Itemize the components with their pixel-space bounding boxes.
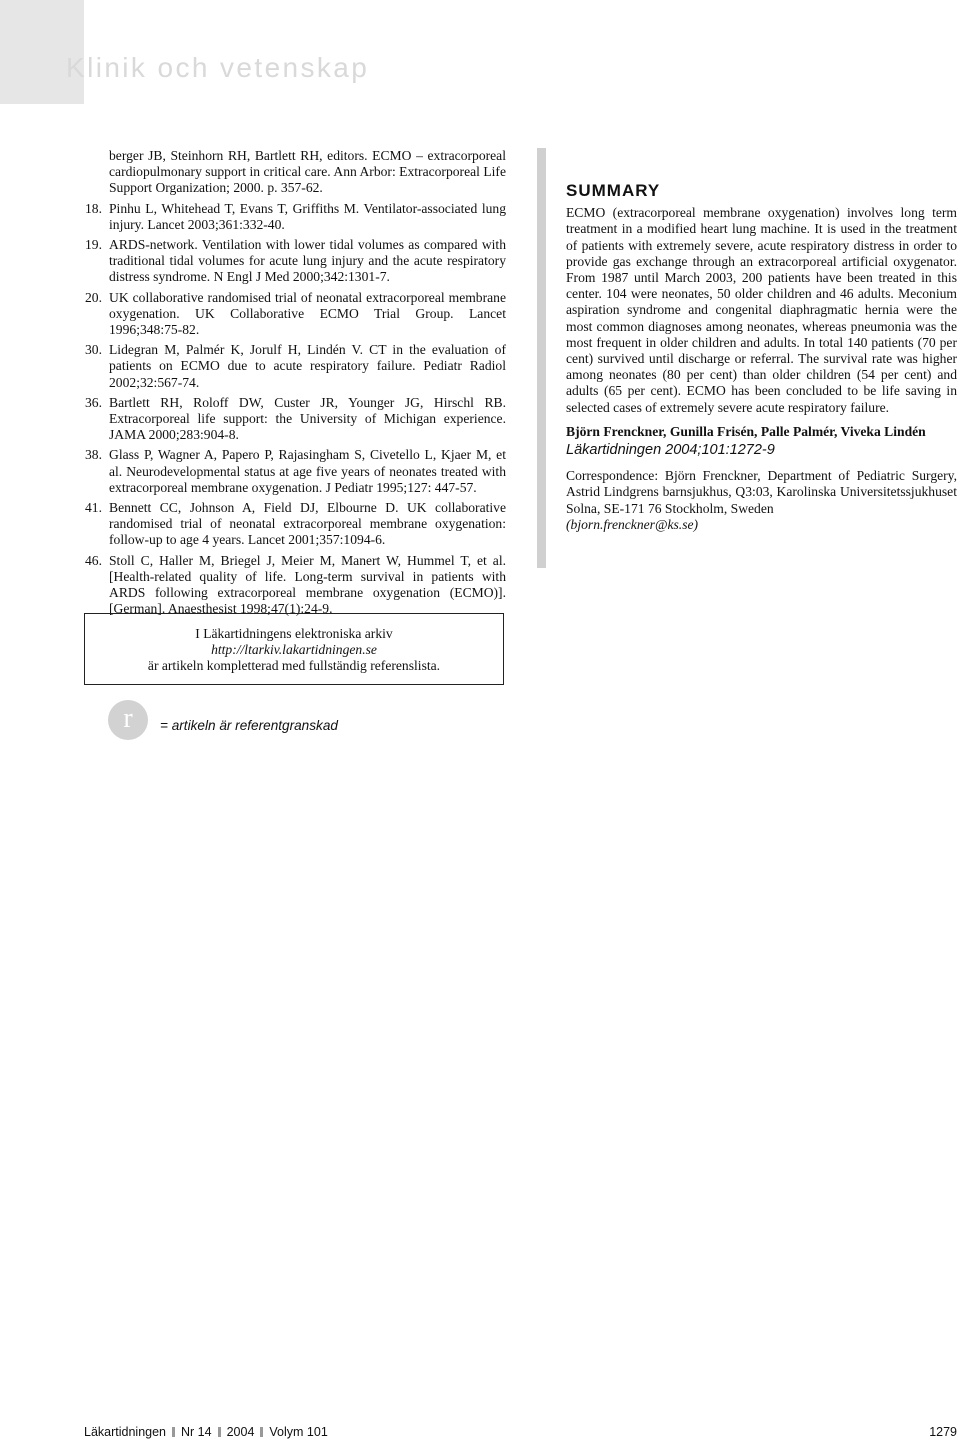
reference-number: 36.: [85, 394, 102, 410]
page-number: 1279: [929, 1425, 957, 1439]
footer-issue: Nr 14: [181, 1425, 212, 1439]
archive-notice: [84, 613, 504, 685]
referee-logo-letter: r: [123, 703, 133, 734]
summary-body: ECMO (extracorporeal membrane oxygenation) involves long term treatment in a modified heart lung machine. It is used in the treatment of patients with extremely severe, acute respiratory distress in order to provide gas exchange through an extracorporeal artificial oxygenator. From 1987 until March 2003, 200 patients have been treated in this center. 104 were neonates, 50 older children and 46 adults. Meconium aspiration syndrome and congenital diaphragmatic hernia were the most common diagnoses among neonates, whereas pneumonia was the most frequent in older children and adults. In total 140 patients (70 per cent) survived until discharge or referral. The survival rate was higher among neonates (80 per cent) than older children (54 per cent) and adults (65 per cent). ECMO has been concluded to be life saving in selected cases of extremely severe acute respiratory failure.: [566, 205, 957, 415]
reference-item: [85, 342, 506, 391]
footer-year: 2004: [226, 1425, 255, 1439]
summary-citation: Läkartidningen 2004;101:1272-9: [566, 442, 775, 459]
reference-text: Pinhu L, Whitehead T, Evans T, Griffiths M. Ventilator-associated lung injury. Lancet 2003;361:332-40.: [109, 200, 506, 232]
reference-list: [85, 148, 506, 621]
section-title: Klinik och vetenskap: [66, 52, 370, 83]
peer-review-note: = artikeln är referentgranskad: [160, 718, 338, 733]
footer-separator: [172, 1427, 175, 1437]
reference-number: 18.: [85, 200, 102, 216]
footer-journal: Läkartidningen: [84, 1425, 167, 1439]
reference-text: berger JB, Steinhorn RH, Bartlett RH, editors. ECMO – extracorporeal cardiopulmonary support in critical care. Ann Arbor: Extracorporeal Life Support Organization; 2000. p. 357-62.: [109, 148, 506, 196]
footer-volume: Volym 101: [269, 1425, 328, 1439]
reference-item: [85, 148, 506, 197]
reference-item: [85, 290, 506, 339]
reference-number: 20.: [85, 289, 102, 305]
summary-side-bar: [537, 148, 546, 568]
footer-separator: [218, 1427, 221, 1437]
reference-item: [85, 395, 506, 444]
reference-number: 19.: [85, 237, 102, 253]
reference-item: [85, 447, 506, 496]
summary-authors: Björn Frenckner, Gunilla Frisén, Palle Palmér, Viveka Lindén: [566, 423, 926, 439]
reference-text: UK collaborative randomised trial of neonatal extracorporeal membrane oxygenation. UK Collaborative ECMO Trial Group. Lancet 1996;348:75-82.: [109, 289, 506, 338]
reference-text: ARDS-network. Ventilation with lower tidal volumes as compared with traditional tidal volumes for acute lung injury and the acute respiratory distress syndrome. N Engl J Med 2000;342:1301-7.: [109, 237, 506, 285]
correspondence-text: Correspondence: Björn Frenckner, Department of Pediatric Surgery, Astrid Lindgrens barnsjukhus, Q3:03, Karolinska Universitetssjukhuset Solna, SE-171 76 Stockholm, Sweden: [566, 468, 957, 516]
summary-section: [566, 183, 957, 533]
summary-correspondence: [566, 468, 957, 533]
reference-number: 41.: [85, 500, 102, 516]
reference-number: 46.: [85, 552, 102, 568]
correspondence-email[interactable]: (bjorn.frenckner@ks.se): [566, 516, 699, 532]
reference-number: 30.: [85, 342, 102, 358]
reference-item: [85, 553, 506, 618]
reference-number: 38.: [85, 447, 102, 463]
reference-text: Bennett CC, Johnson A, Field DJ, Elbourne D. UK collaborative randomised trial of neonatal extracorporeal membrane oxygenation: follow-up to age 4 years. Lancet 2001;357:1094-6.: [109, 500, 506, 548]
reference-text: Glass P, Wagner A, Papero P, Rajasingham S, Civetello L, Kjaer M, et al. Neurodevelopmental status at age five years of neonates treated with extracorporeal membrane oxygenation. J Pediatr 1995;127: 447-57.: [109, 447, 506, 495]
archive-line: I Läkartidningens elektroniska arkiv: [195, 626, 393, 641]
reference-item: [85, 237, 506, 286]
reference-item: [85, 201, 506, 233]
reference-text: Bartlett RH, Roloff DW, Custer JR, Younger JG, Hirschl RB. Extracorporeal life support: the University of Michigan experience. JAMA 2000;283:904-8.: [109, 394, 506, 443]
summary-heading: SUMMARY: [566, 181, 661, 200]
reference-text: Lidegran M, Palmér K, Jorulf H, Lindén V. CT in the evaluation of patients on ECMO due to acute respiratory failure. Pediatr Radiol 2002;32:567-74.: [109, 342, 506, 390]
footer-separator: [260, 1427, 263, 1437]
reference-item: [85, 500, 506, 549]
archive-line: är artikeln kompletterad med fullständig referenslista.: [147, 658, 441, 673]
reference-text: Stoll C, Haller M, Briegel J, Meier M, Manert W, Hummel T, et al. [Health-related quality of life. Long-term survival in patients with ARDS following extracorporeal membrane oxygenation (ECMO)]. [German]. Anaesthesist 1998;47(1):24-9.: [109, 552, 506, 617]
archive-link[interactable]: http://ltarkiv.lakartidningen.se: [211, 642, 377, 657]
referee-logo-icon: [108, 700, 148, 740]
header-band: [0, 0, 960, 104]
footer-issue-info: [84, 1425, 328, 1439]
